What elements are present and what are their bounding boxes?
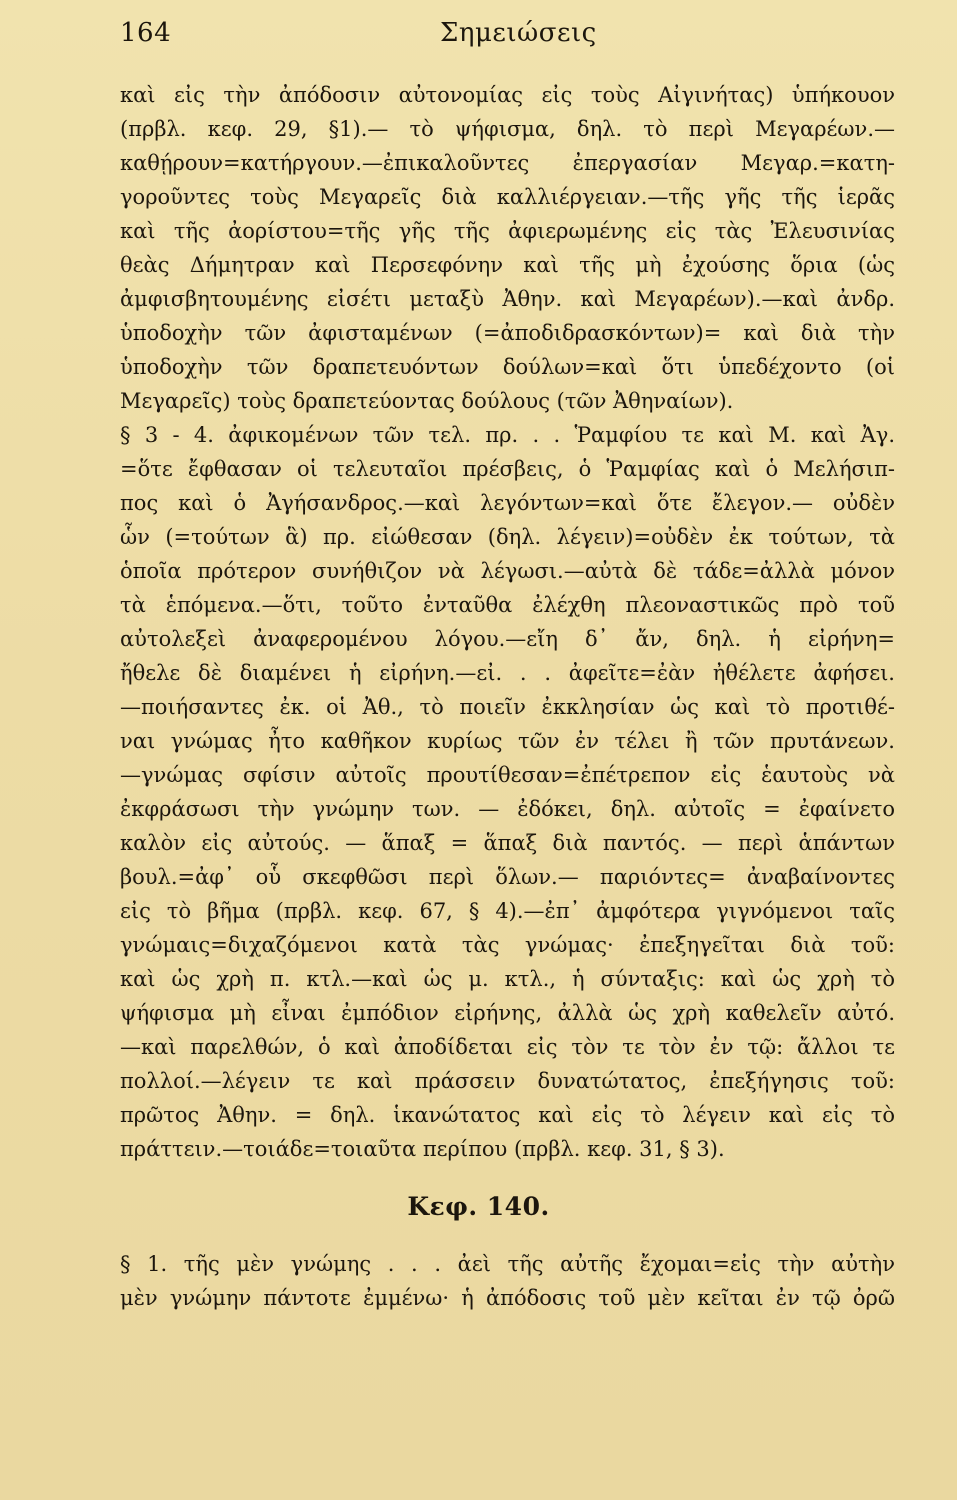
text-line: ψήφισμα μὴ εἶναι ἐμπόδιον εἰρήνης, ἀλλὰ ὡς χρὴ καθελεῖν αὐτό. [120,1001,895,1025]
text-line: ὑποδοχὴν τῶν δραπετευόντων δούλων=καὶ ὅτι ὑπεδέχοντο (οἱ [120,355,895,379]
text-line: εἰς τὸ βῆμα (πρβλ. κεφ. 67, § 4).—ἐπ᾽ ἀμφότερα γιγνόμενοι ταῖς [120,899,895,923]
text-line: ἤθελε δὲ διαμένει ἡ εἰρήνη.—εἰ. . . ἀφεῖτε=ἐὰν ἠθέλετε ἀφήσει. [120,661,895,685]
text-line: πρῶτος Ἀθην. = δηλ. ἱκανώτατος καὶ εἰς τὸ λέγειν καὶ εἰς τὸ [120,1103,895,1127]
text-line: καὶ ὡς χρὴ π. κτλ.—καὶ ὡς μ. κτλ., ἡ σύνταξις: καὶ ὡς χρὴ τὸ [120,967,895,991]
notes-body [120,78,895,1166]
text-line: τὰ ἑπόμενα.—ὅτι, τοῦτο ἐνταῦθα ἐλέχθη πλεοναστικῶς πρὸ τοῦ [120,593,895,617]
page-number: 164 [120,18,172,48]
text-line: ὧν (=τούτων ἃ) πρ. εἰώθεσαν (δηλ. λέγειν)=οὐδὲν ἐκ τούτων, τὰ [120,525,895,549]
page-header [120,18,890,58]
text-line: —ποιήσαντες ἐκ. οἱ Ἀθ., τὸ ποιεῖν ἐκκλησίαν ὡς καὶ τὸ προτιθέ- [120,695,895,719]
running-title: Σημειώσεις [440,18,597,48]
text-line: θεὰς Δήμητραν καὶ Περσεφόνην καὶ τῆς μὴ ἐχούσης ὅρια (ὡς [120,253,895,277]
chapter-heading: Κεφ. 140. [407,1192,550,1221]
text-line: =ὅτε ἔφθασαν οἱ τελευταῖοι πρέσβεις, ὁ Ῥαμφίας καὶ ὁ Μελήσιπ- [120,457,895,481]
text-line: § 3 - 4. ἀφικομένων τῶν τελ. πρ. . . Ῥαμφίου τε καὶ Μ. καὶ Ἀγ. [120,423,895,447]
text-line: καθῄρουν=κατήργουν.—ἐπικαλοῦντες ἐπεργασίαν Μεγαρ.=κατη- [120,151,895,175]
text-line: πολλοί.—λέγειν τε καὶ πράσσειν δυνατώτατος, ἐπεξήγησις τοῦ: [120,1069,895,1093]
text-line: αὐτολεξεὶ ἀναφερομένου λόγου.—εἴη δ᾽ ἄν, δηλ. ἡ εἰρήνη= [120,627,895,651]
text-line: γοροῦντες τοὺς Μεγαρεῖς διὰ καλλιέργειαν.—τῆς γῆς τῆς ἱερᾶς [120,185,895,209]
text-line: —γνώμας σφίσιν αὐτοῖς προυτίθεσαν=ἐπέτρεπον εἰς ἑαυτοὺς νὰ [120,763,895,787]
text-line: § 1. τῆς μὲν γνώμης . . . ἀεὶ τῆς αὐτῆς ἔχομαι=εἰς τὴν αὐτὴν [120,1252,895,1276]
text-line: καὶ εἰς τὴν ἀπόδοσιν αὐτονομίας εἰς τοὺς Αἰγινήτας) ὑπήκουον [120,83,895,107]
text-line: ἐκφράσωσι τὴν γνώμην των. — ἐδόκει, δηλ. αὐτοῖς = ἐφαίνετο [120,797,895,821]
text-line: (πρβλ. κεφ. 29, §1).— τὸ ψήφισμα, δηλ. τὸ περὶ Μεγαρέων.— [120,117,895,141]
text-line: πος καὶ ὁ Ἀγήσανδρος.—καὶ λεγόντων=καὶ ὅτε ἔλεγον.— οὐδὲν [120,491,895,515]
text-line: ὑποδοχὴν τῶν ἀφισταμένων (=ἀποδιδρασκόντων)= καὶ διὰ τὴν [120,321,895,345]
text-line: καλὸν εἰς αὐτούς. — ἅπαξ = ἅπαξ διὰ παντός. — περὶ ἁπάντων [120,831,895,855]
text-line: καὶ τῆς ἀορίστου=τῆς γῆς τῆς ἀφιερωμένης εἰς τὰς Ἐλευσινίας [120,219,895,243]
text-line: βουλ.=ἀφ᾽ οὗ σκεφθῶσι περὶ ὅλων.— παριόντες= ἀναβαίνοντες [120,865,895,889]
text-line: γνώμαις=διχαζόμενοι κατὰ τὰς γνώμας· ἐπεξηγεῖται διὰ τοῦ: [120,933,895,957]
text-line: —καὶ παρελθών, ὁ καὶ ἀποδίδεται εἰς τὸν τε τὸν ἐν τῷ: ἄλλοι τε [120,1035,895,1059]
text-line: πράττειν.—τοιάδε=τοιαῦτα περίπου (πρβλ. κεφ. 31, § 3). [120,1137,725,1161]
chapter-body [120,1247,895,1315]
text-line: ναι γνώμας ἦτο καθῆκον κυρίως τῶν ἐν τέλει ἢ τῶν πρυτάνεων. [120,729,895,753]
text-line: μὲν γνώμην πάντοτε ἐμμένω· ἡ ἀπόδοσις τοῦ μὲν κεῖται ἐν τῷ ὀρῶ [120,1286,895,1310]
text-line: ὁποῖα πρότερον συνήθιζον νὰ λέγωσι.—αὐτὰ δὲ τάδε=ἀλλὰ μόνον [120,559,895,583]
text-line: Μεγαρεῖς) τοὺς δραπετεύοντας δούλους (τῶν Ἀθηναίων). [120,389,734,413]
text-line: ἀμφισβητουμένης εἰσέτι μεταξὺ Ἀθην. καὶ Μεγαρέων).—καὶ ἀνδρ. [120,287,895,311]
